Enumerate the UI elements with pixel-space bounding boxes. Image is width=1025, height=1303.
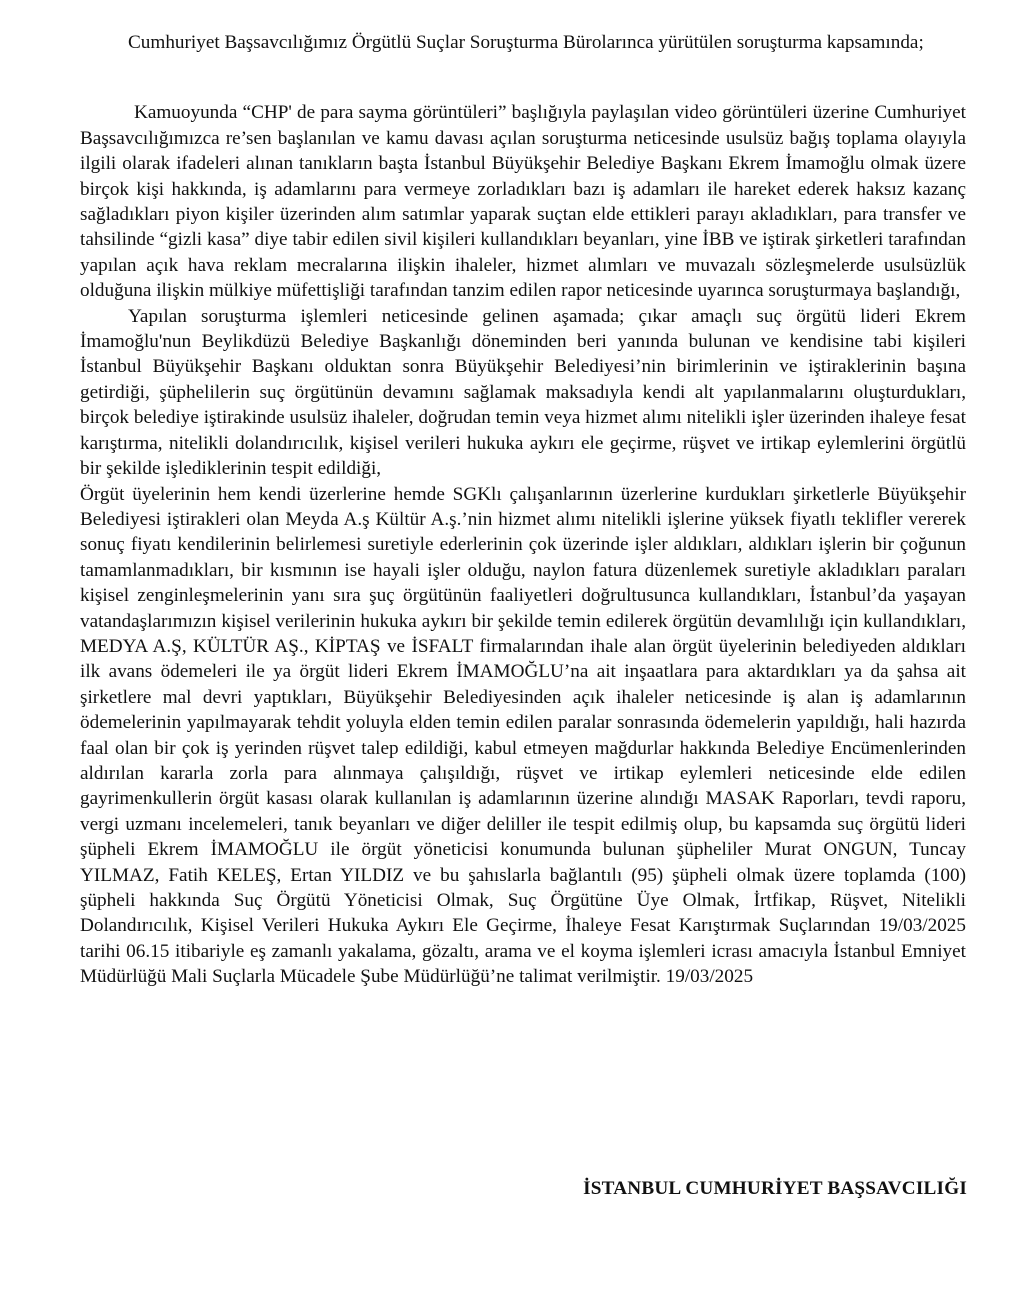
- details-paragraph: Örgüt üyelerinin hem kendi üzerlerine hemde SGKlı çalışanlarının üzerlerine kurdukları şirketlerle Büyükşehir Belediyesi iştirakleri olan Meyda A.ş Kültür A.ş.’nin hizmet alımı nitelikli işlerine yüksek fiyatlı teklifler vererek sonuç fiyatı kendilerinin belirlemesi suretiyle ederlerinin çok üzerinde işler aldıkları, aldıkları işlerin bir çoğunun tamamlanmadıkları, bir kısmının ise hayali işler olduğu, naylon fatura düzenlemek suretiyle akladıkları paraları kişisel zenginleşmelerinin yanı sıra şuç örgütünün faaliyetleri doğrultusunca kullandıkları, İstanbul’da yaşayan vatandaşlarımızın kişisel verilerinin hukuka aykırı bir şekilde temin edilerek örgütün devamlılığı için kullandıkları, MEDYA A.Ş, KÜLTÜR AŞ., KİPTAŞ ve İSFALT firmalarından ihale alan örgüt üyelerinin belediyeden aldıkları ilk avans ödemeleri ile ya örgüt lideri Ekrem İMAMOĞLU’na ait inşaatlara para aktardıkları ya da şahsa ait şirketlere mal devri yaptıkları, Büyükşehir Belediyesinden açık ihaleler neticesinde iş alan iş adamlarının ödemelerinin yapılmayarak tehdit yoluyla elden temin edilen paralar sonrasında ödemelerin yapıldığı, hali hazırda faal olan bir çok iş yerinden rüşvet talep edildiği, kabul etmeyen mağdurlar hakkında Belediye Encümenlerinden aldırılan kararla zorla para alınmaya çalışıldığı, rüşvet ve irtikap eylemleri neticesinde elde edilen gayrimenkullerin örgüt kasası olarak kullanılan iş adamlarının üzerine alındığı MASAK Raporları, tevdi raporu, vergi uzmanı incelemeleri, tanık beyanları ve diğer deliller ile tespit edilmiş olup, bu kapsamda suç örgütü lideri şüpheli Ekrem İMAMOĞLU ile örgüt yöneticisi konumunda bulunan şüpheliler Murat ONGUN, Tuncay YILMAZ, Fatih KELEŞ, Ertan YILDIZ ve bu şahıslarla bağlantılı (95) şüpheli olmak üzere toplamda (100) şüpheli hakkında Suç Örgütü Yöneticisi Olmak, Suç Örgütüne Üye Olmak, İrtfikap, Rüşvet, Nitelikli Dolandırıcılık, Kişisel Verileri Hukuka Aykırı Ele Geçirme, İhaleye Fesat Karıştırmak Suçlarından 19/03/2025 tarihi 06.15 itibariyle eş zamanlı yakalama, gözaltı, arama ve el koyma işlemleri icrası amacıyla İstanbul Emniyet Müdürlüğü Mali Suçlarla Mücadele Şube Müdürlüğü’ne talimat verilmiştir. 19/03/2025: [80, 483, 966, 988]
- background-paragraph: Kamuoyunda “CHP' de para sayma görüntüleri” başlığıyla paylaşılan video görüntüleri üzerine Cumhuriyet Başsavcılığımızca re’sen başlanılan ve kamu davası açılan soruşturma neticesinde usulsüz bağış toplama olayıyla ilgili olarak ifadeleri alınan tanıkların başta İstanbul Büyükşehir Belediye Başkanı Ekrem İmamoğlu olmak üzere birçok kişi hakkında, iş adamlarını para vermeye zorladıkları bazı iş adamları ile hareket ederek haksız kazanç sağladıkları piyon kişiler üzerinden alım satımlar yaparak suçtan elde ettikleri parayı akladıkları, para transfer ve tahsilinde “gizli kasa” diye tabir edilen sivil kişileri kullandıkları beyanları, yine İBB ve iştirak şirketleri tarafından yapılan açık hava reklam mecralarına ilişkin ihaleler, hizmet alımları ve muvazalı sözleşmelerde usulsüzlük olduğuna ilişkin mülkiye müfettişliği tarafından tanzim edilen rapor neticesinde uyarınca soruşturmaya başlandığı,: [80, 102, 966, 302]
- intro-paragraph: Cumhuriyet Başsavcılığımız Örgütlü Suçlar Soruşturma Bürolarınca yürütülen soruşturma kapsamında;: [128, 32, 924, 53]
- findings-paragraph: Yapılan soruşturma işlemleri neticesinde gelinen aşamada; çıkar amaçlı suç örgütü lideri Ekrem İmamoğlu'nun Beylikdüzü Belediye Başkanlığı döneminden beri yanında bulunan ve kendisine tabi kişileri İstanbul Büyükşehir Başkanı olduktan sonra Büyükşehir Belediyesi’nin birimlerinin ve iştiraklerinin başına getirdiği, şüphelilerin suç örgütünün devamını sağlamak maksadıyla kendi alt yapılanmalarını oluşturdukları, birçok belediye iştirakinde usulsüz ihaleler, doğrudan temin veya hizmet alımı nitelikli işler üzerinden ihaleye fesat karıştırma, nitelikli dolandırıcılık, kişisel verileri hukuka aykırı ele geçirme, rüşvet ve irtikap eylemlerini örgütlü bir şekilde işlediklerinin tespit edildiği,: [80, 305, 966, 480]
- signature-block: İSTANBUL CUMHURİYET BAŞSAVCILIĞI: [583, 1178, 967, 1199]
- document-body: [80, 30, 966, 990]
